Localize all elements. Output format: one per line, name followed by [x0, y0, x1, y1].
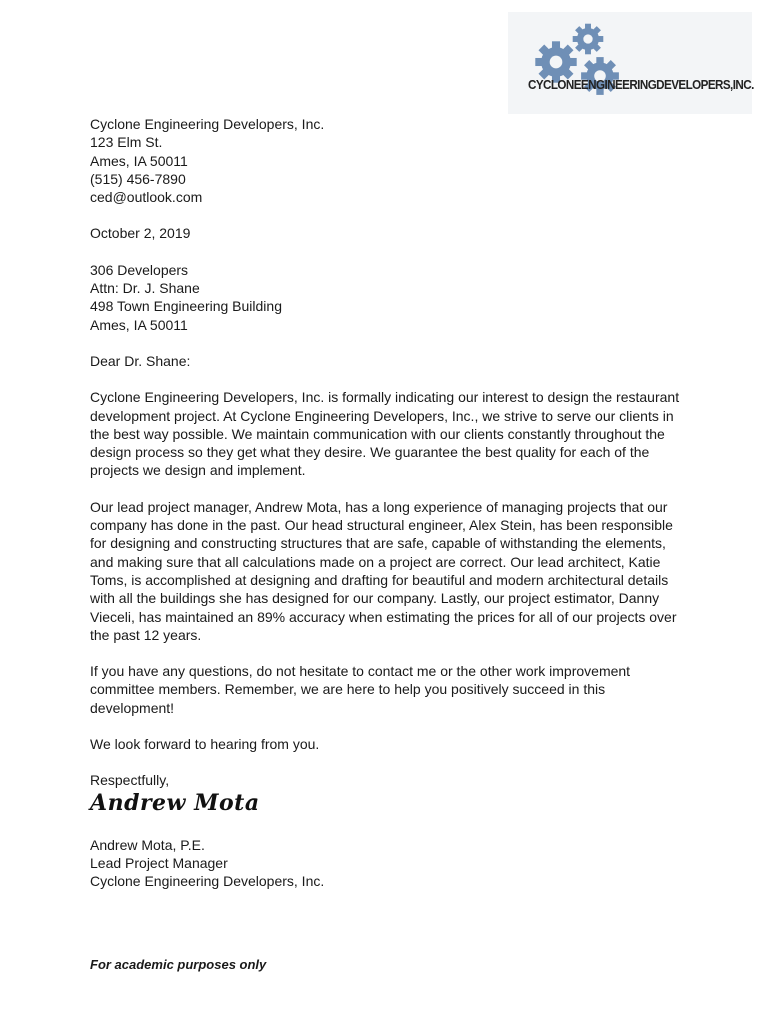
letter-body — [90, 115, 690, 891]
closing: Respectfully, — [90, 772, 170, 789]
paragraph-intro: Cyclone Engineering Developers, Inc. is formally indicating our interest to design the restaurant development project. At Cyclone Engineering Developers, Inc., we strive to serve our clients in the best way possible. We maintain communication with our clients constantly throughout the design process so they get what they desire. We guarantee the best quality for each of the projects we design and implement. — [90, 389, 680, 479]
paragraph-team: Our lead project manager, Andrew Mota, has a long experience of managing projects that our company has done in the past. Our head structural engineer, Alex Stein, has been responsible for designing and constructing structures that are safe, capable of withstanding the elements, and making sure that all calculations made on a project are correct. Our lead architect, Katie Toms, is accomplished at designing and drafting for beautiful and modern architectural details with all the buildings she has designed for our company. Lastly, our project estimator, Danny Vieceli, has maintained an 89% accuracy when estimating the prices for all of our projects over the past 12 years. — [90, 498, 677, 643]
gears-icon — [508, 12, 752, 114]
company-logo — [508, 12, 752, 114]
recipient-attn: Attn: Dr. J. Shane — [90, 280, 200, 297]
signatory-company: Cyclone Engineering Developers, Inc. — [90, 873, 325, 890]
signature — [90, 790, 690, 836]
salutation: Dear Dr. Shane: — [90, 352, 191, 369]
signatory-block — [90, 836, 690, 891]
sender-address — [90, 115, 690, 206]
recipient-city: Ames, IA 50011 — [90, 316, 188, 333]
sender-company: Cyclone Engineering Developers, Inc. — [90, 116, 325, 132]
sender-city: Ames, IA 50011 — [90, 152, 188, 169]
sender-street: 123 Elm St. — [90, 134, 163, 151]
paragraph-closing-remark: We look forward to hearing from you. — [90, 736, 320, 753]
recipient-address-line: 498 Town Engineering Building — [90, 298, 282, 315]
sender-phone: (515) 456-7890 — [90, 170, 186, 187]
signatory-name: Andrew Mota, P.E. — [90, 836, 205, 853]
letter-date: October 2, 2019 — [90, 225, 191, 242]
paragraph-contact: If you have any questions, do not hesitate to contact me or the other work improvement committee members. Remember, we are here to help you positively succeed in this development! — [90, 663, 631, 716]
logo-text: CYCLONEENGINEERINGDEVELOPERS,INC. — [528, 78, 754, 92]
signature-text: Andrew Mota — [90, 789, 260, 816]
recipient-address — [90, 261, 690, 334]
footer-note: For academic purposes only — [90, 957, 267, 972]
sender-email: ced@outlook.com — [90, 189, 203, 206]
recipient-name: 306 Developers — [90, 261, 189, 278]
signatory-title: Lead Project Manager — [90, 854, 228, 871]
